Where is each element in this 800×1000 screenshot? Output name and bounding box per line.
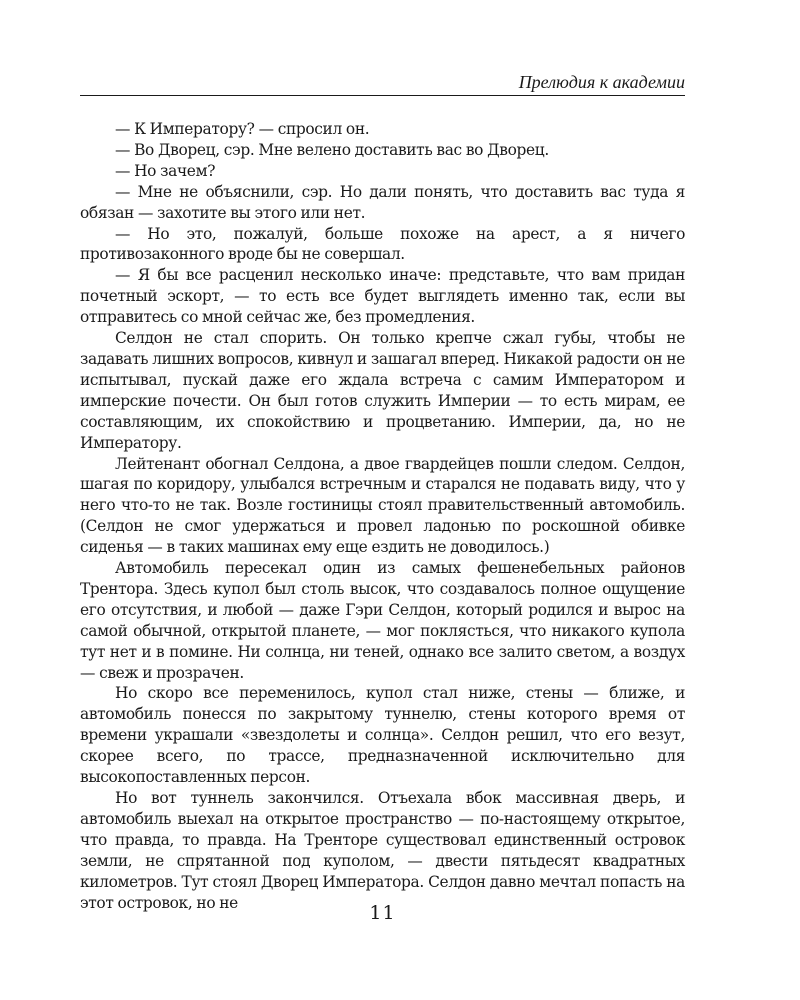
dialogue-line: — Во Дворец, сэр. Мне велено доставить вас во Дворец. [115, 140, 549, 159]
header-rule [80, 95, 685, 96]
dialogue-line: — Но это, пожалуй, больше похоже на арест, а я ничего противозаконного вроде бы не совершал. [80, 224, 685, 264]
dialogue-line: — К Императору? — спросил он. [115, 120, 370, 138]
dialogue-line: — Мне не объяснили, сэр. Но дали понять, что доставить вас туда я обязан — захотите вы этого или нет. [80, 182, 685, 222]
dialogue-line: — Я бы все расценил несколько иначе: представьте, что вам придан почетный эскорт, — то есть все будет выглядеть именно так, если вы отправитесь со мной сейчас же, без промедления. [80, 266, 685, 327]
paragraph: Автомобиль пересекал один из самых фешенебельных районов Трентора. Здесь купол был столь высок, что создавалось полное ощущение его отсутствия, и любой — даже Гэри Селдон, который родился и вырос на самой обычной, открытой планете, — мог поклясться, что никакого купола тут нет и в помине. Ни солнца, ни теней, однако все залито светом, а воздух — свеж и прозрачен. [80, 559, 685, 682]
paragraph: Лейтенант обогнал Селдона, а двое гвардейцев пошли следом. Селдон, шагая по коридору, улыбался встречным и старался не подавать виду, что у него что-то не так. Возле гостиницы стоял правительственный автомобиль. (Селдон не смог удержаться и провел ладонью по роскошной обивке сиденья — в таких машинах ему еще ездить не доводилось.) [80, 454, 685, 557]
running-head: Прелюдия к академии [518, 72, 685, 92]
paragraph: Селдон не стал спорить. Он только крепче сжал губы, чтобы не задавать лишних вопросов, кивнул и зашагал вперед. Никакой радости он не испытывал, пускай даже его ждала встреча с самим Императором и имперские почести. Он был готов служить Империи — то есть мирам, ее составляющим, их спокойствию и процветанию. Империи, да, но не Императору. [80, 329, 685, 452]
paragraph: Но скоро все переменилось, купол стал ниже, стены — ближе, и автомобиль понесся по закрытому туннелю, стены которого время от времени украшали «звездолеты и солнца». Селдон решил, что его везут, скорее всего, по трассе, предназначенной исключительно для высокопоставленных персон. [80, 684, 685, 787]
body-text [80, 119, 685, 913]
page-number: 11 [369, 902, 396, 924]
dialogue-line: — Но зачем? [115, 161, 216, 180]
paragraph: Но вот туннель закончился. Отъехала вбок массивная дверь, и автомобиль выехал на открытое пространство — по-настоящему открытое, что правда, то правда. На Тренторе существовал единственный островок земли, не спрятанной под куполом, — двести пятьдесят квадратных километров. Тут стоял Дворец Императора. Селдон давно мечтал попасть на этот островок, но не [80, 789, 685, 912]
